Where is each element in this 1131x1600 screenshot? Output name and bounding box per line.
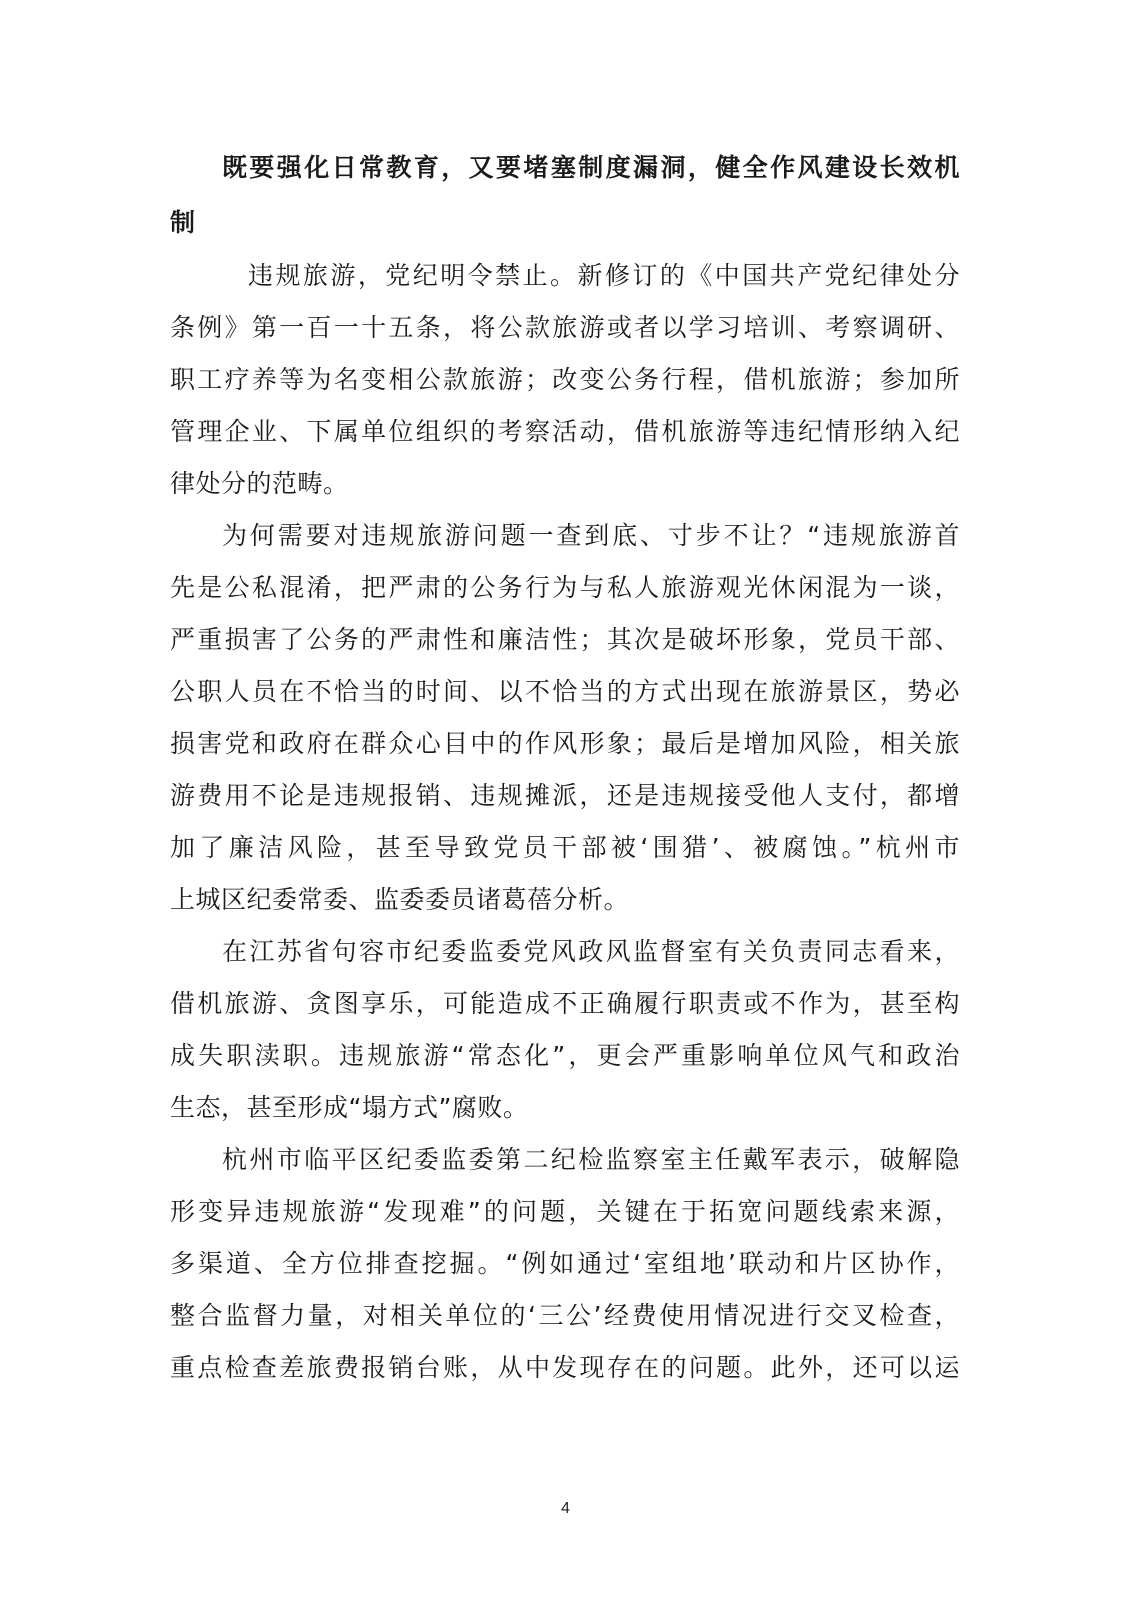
paragraph-line: 违规旅游，党纪明令禁止。新修订的《中国共产党纪律处分: [248, 261, 960, 290]
paragraph-line: 杭州市临平区纪委监委第二纪检监察室主任戴军表示，破解隐: [222, 1145, 960, 1174]
paragraph-line: 整合监督力量，对相关单位的‘三公’经费使用情况进行交叉检查，: [170, 1301, 960, 1330]
paragraph-line: 为何需要对违规旅游问题一查到底、寸步不让？“违规旅游首: [222, 521, 960, 550]
paragraph-line: 生态，甚至形成“塌方式”腐败。: [170, 1093, 529, 1122]
paragraph-line: 形变异违规旅游“发现难”的问题，关键在于拓宽问题线索来源，: [170, 1197, 960, 1226]
paragraph-line: 加了廉洁风险，甚至导致党员干部被‘围猎’、被腐蚀。”杭州市: [170, 833, 960, 862]
paragraph: [170, 250, 960, 510]
paragraph-line: 条例》第一百一十五条，将公款旅游或者以学习培训、考察调研、: [170, 313, 960, 342]
document-body: [170, 140, 960, 1394]
paragraph-line: 成失职渎职。违规旅游“常态化”，更会严重影响单位风气和政治: [170, 1041, 960, 1070]
paragraph-line: 损害党和政府在群众心目中的作风形象；最后是增加风险，相关旅: [170, 729, 960, 758]
paragraph-line: 职工疗养等为名变相公款旅游；改变公务行程，借机旅游；参加所: [170, 365, 960, 394]
paragraph-line: 上城区纪委常委、监委委员诸葛蓓分析。: [170, 885, 630, 914]
paragraph-line: 先是公私混淆，把严肃的公务行为与私人旅游观光休闲混为一谈，: [170, 573, 960, 602]
paragraph-line: 管理企业、下属单位组织的考察活动，借机旅游等违纪情形纳入纪: [170, 417, 960, 446]
paragraph: [170, 926, 960, 1134]
heading-line: 制: [170, 208, 196, 237]
paragraph-line: 借机旅游、贪图享乐，可能造成不正确履行职责或不作为，甚至构: [170, 989, 960, 1018]
paragraph-line: 律处分的范畴。: [170, 469, 349, 498]
page-number: 4: [561, 1500, 570, 1517]
paragraph-line: 重点检查差旅费报销台账，从中发现存在的问题。此外，还可以运: [170, 1353, 960, 1382]
paragraph-line: 游费用不论是违规报销、违规摊派，还是违规接受他人支付，都增: [170, 781, 960, 810]
heading-line: 既要强化日常教育，又要堵塞制度漏洞，健全作风建设长效机: [222, 153, 960, 182]
section-heading: [170, 140, 960, 250]
paragraph-line: 多渠道、全方位排查挖掘。“例如通过‘室组地’联动和片区协作，: [170, 1249, 960, 1278]
paragraph-line: 公职人员在不恰当的时间、以不恰当的方式出现在旅游景区，势必: [170, 677, 960, 706]
paragraph-line: 在江苏省句容市纪委监委党风政风监督室有关负责同志看来，: [222, 937, 960, 966]
paragraph: [170, 1134, 960, 1394]
paragraph: [170, 510, 960, 926]
paragraph-line: 严重损害了公务的严肃性和廉洁性；其次是破坏形象，党员干部、: [170, 625, 960, 654]
